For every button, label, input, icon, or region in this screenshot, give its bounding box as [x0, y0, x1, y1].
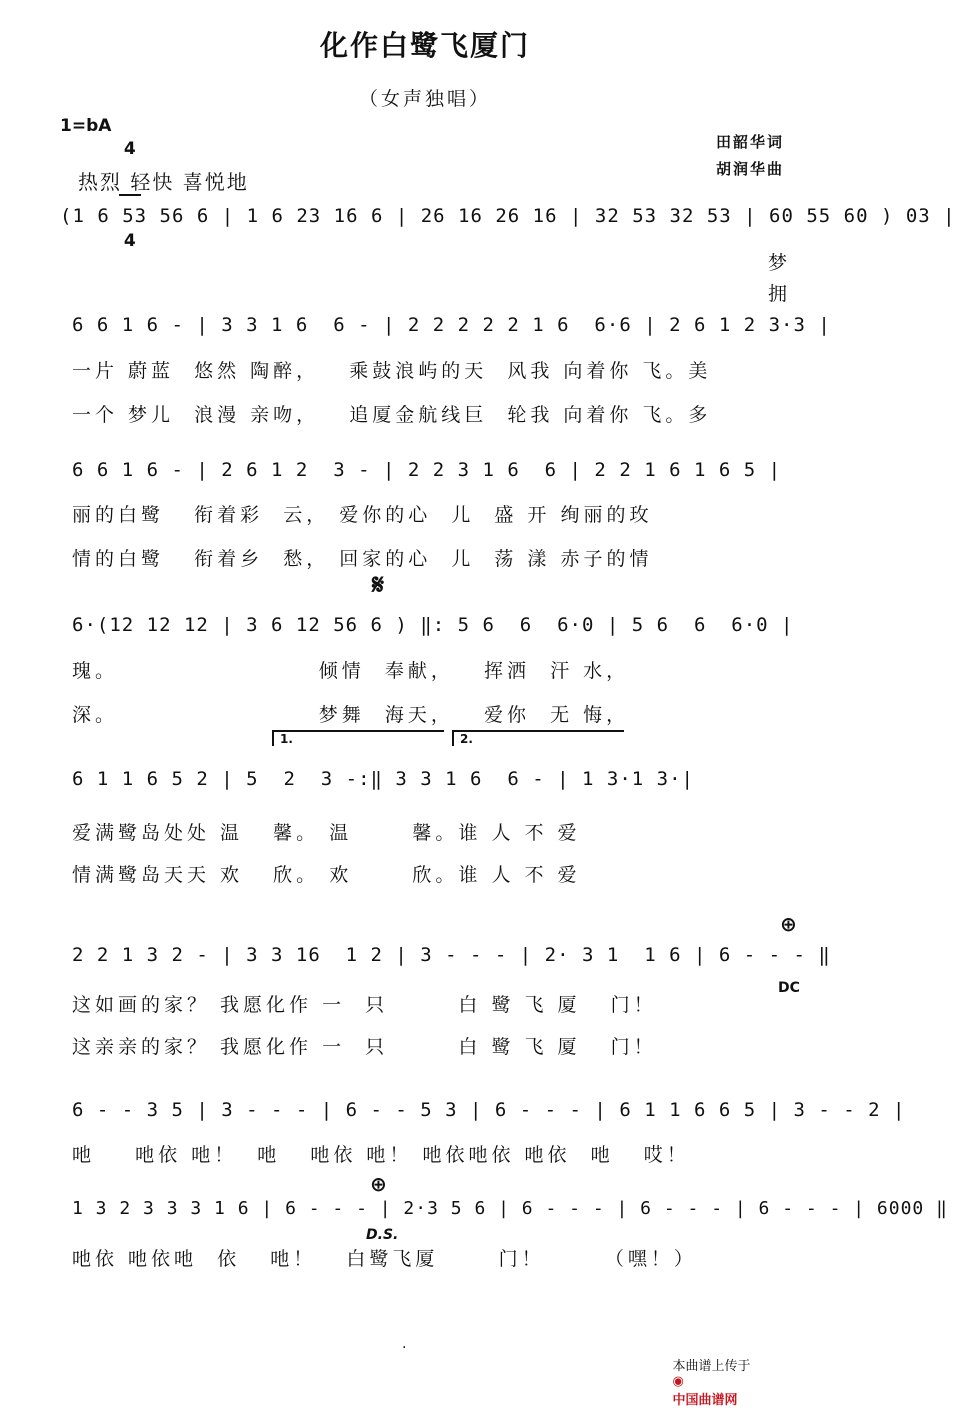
score-row-2-lyric-2: 一个 梦儿 浪漫 亲吻， 追厦金航线巨 轮我 向着你 飞。多: [72, 404, 712, 426]
score-row-3-notes: 6 6 1 6 - | 2 6 1 2 3 - | 2 2 3 1 6 6 | 2 2 1 6 1 6 5 |: [72, 459, 782, 481]
pickup-lyric-2: 拥: [768, 283, 788, 305]
song-title: 化作白鹭飞厦门: [319, 29, 530, 62]
dal-segno-mark: D.S.: [366, 1227, 399, 1243]
tempo-marking: 热烈 轻快 喜悦地: [78, 170, 249, 194]
song-subtitle: （女声独唱）: [358, 88, 491, 110]
score-row-4-lyric-1: 瑰。 倾情 奉献， 挥洒 汗 水，: [72, 660, 630, 682]
meter-top: 4: [123, 139, 136, 159]
footer-upload-text: 本曲谱上传于: [672, 1359, 751, 1374]
page-dot: ·: [402, 1340, 407, 1356]
first-ending-bracket: [272, 730, 444, 746]
score-row-2-lyric-1: 一片 蔚蓝 悠然 陶醉， 乘鼓浪屿的天 风我 向着你 飞。美: [72, 360, 712, 382]
score-row-3-lyric-1: 丽的白鹭 衔着彩 云， 爱你的心 儿 盛 开 绚丽的玫: [72, 504, 653, 526]
second-ending-bracket: [452, 730, 624, 746]
score-row-6-notes: 2 2 1 3 2 - | 3 3 16 1 2 | 3 - - - | 2· 3 1 1 6 | 6 - - - ‖: [72, 944, 831, 966]
segno-sign: 𝄋: [372, 568, 385, 601]
pickup-lyric-1: 梦: [768, 252, 788, 274]
coda-sign: ⊕: [780, 912, 797, 936]
da-capo-mark: DC: [778, 980, 800, 996]
first-ending-label: 1.: [280, 732, 293, 746]
meter-bottom: 4: [123, 231, 136, 251]
second-ending-label: 2.: [460, 732, 473, 746]
composer-credit: 胡润华曲: [716, 160, 785, 178]
score-row-7-notes: 6 - - 3 5 | 3 - - - | 6 - - 5 3 | 6 - - - | 6 1 1 6 6 5 | 3 - - 2 |: [72, 1099, 906, 1121]
score-row-5-notes: 6 1 1 6 5 2 | 5 2 3 -:‖ 3 3 1 6 6 - | 1 3·1 3·|: [72, 768, 694, 790]
score-row-1-notes: (1 6 53 56 6 | 1 6 23 16 6 | 26 16 26 16 | 32 53 32 53 | 60 55 60 ) 03 |: [60, 205, 956, 227]
score-row-6-lyric-2: 这亲亲的家？ 我愿化作 一 只 白 鹭 飞 厦 门！: [72, 1036, 657, 1058]
time-signature: [118, 104, 142, 286]
footer-credit: [656, 1340, 751, 1423]
score-row-7-lyric: 吔 吔依 吔！ 吔 吔依 吔！ 吔依吔依 吔依 吔 哎！: [72, 1144, 690, 1166]
site-logo-icon: ◉: [672, 1374, 684, 1389]
score-row-3-lyric-2: 情的白鹭 衔着乡 愁， 回家的心 儿 荡 漾 赤子的情: [72, 548, 653, 570]
key-signature: 1=bA: [60, 116, 112, 136]
score-row-4-notes: 6·(12 12 12 | 3 6 12 56 6 ) ‖: 5 6 6 6·0 | 5 6 6 6·0 |: [72, 614, 794, 636]
footer-site-link[interactable]: 中国曲谱网: [672, 1393, 738, 1408]
score-row-5-lyric-1: 爱满鹭岛处处 温 馨。 温 馨。谁 人 不 爱: [72, 822, 581, 844]
score-row-2-notes: 6 6 1 6 - | 3 3 1 6 6 - | 2 2 2 2 2 1 6 6·6 | 2 6 1 2 3·3 |: [72, 314, 831, 336]
score-row-8-lyric: 吔依 吔依吔 依 吔！ 白鹭飞厦 门！ （嘿！）: [72, 1248, 697, 1270]
lyricist-credit: 田韶华词: [716, 133, 785, 151]
score-row-5-lyric-2: 情满鹭岛天天 欢 欣。 欢 欣。谁 人 不 爱: [72, 864, 581, 886]
score-row-6-lyric-1: 这如画的家？ 我愿化作 一 只 白 鹭 飞 厦 门！: [72, 994, 657, 1016]
coda-sign-2: ⊕: [370, 1172, 387, 1196]
score-row-8-notes: 1 3 2 3 3 3 1 6 | 6 - - - | 2·3 5 6 | 6 - - - | 6 - - - | 6 - - - | 6000 ‖: [72, 1198, 948, 1219]
score-row-4-lyric-2: 深。 梦舞 海天， 爱你 无 悔，: [72, 704, 630, 726]
